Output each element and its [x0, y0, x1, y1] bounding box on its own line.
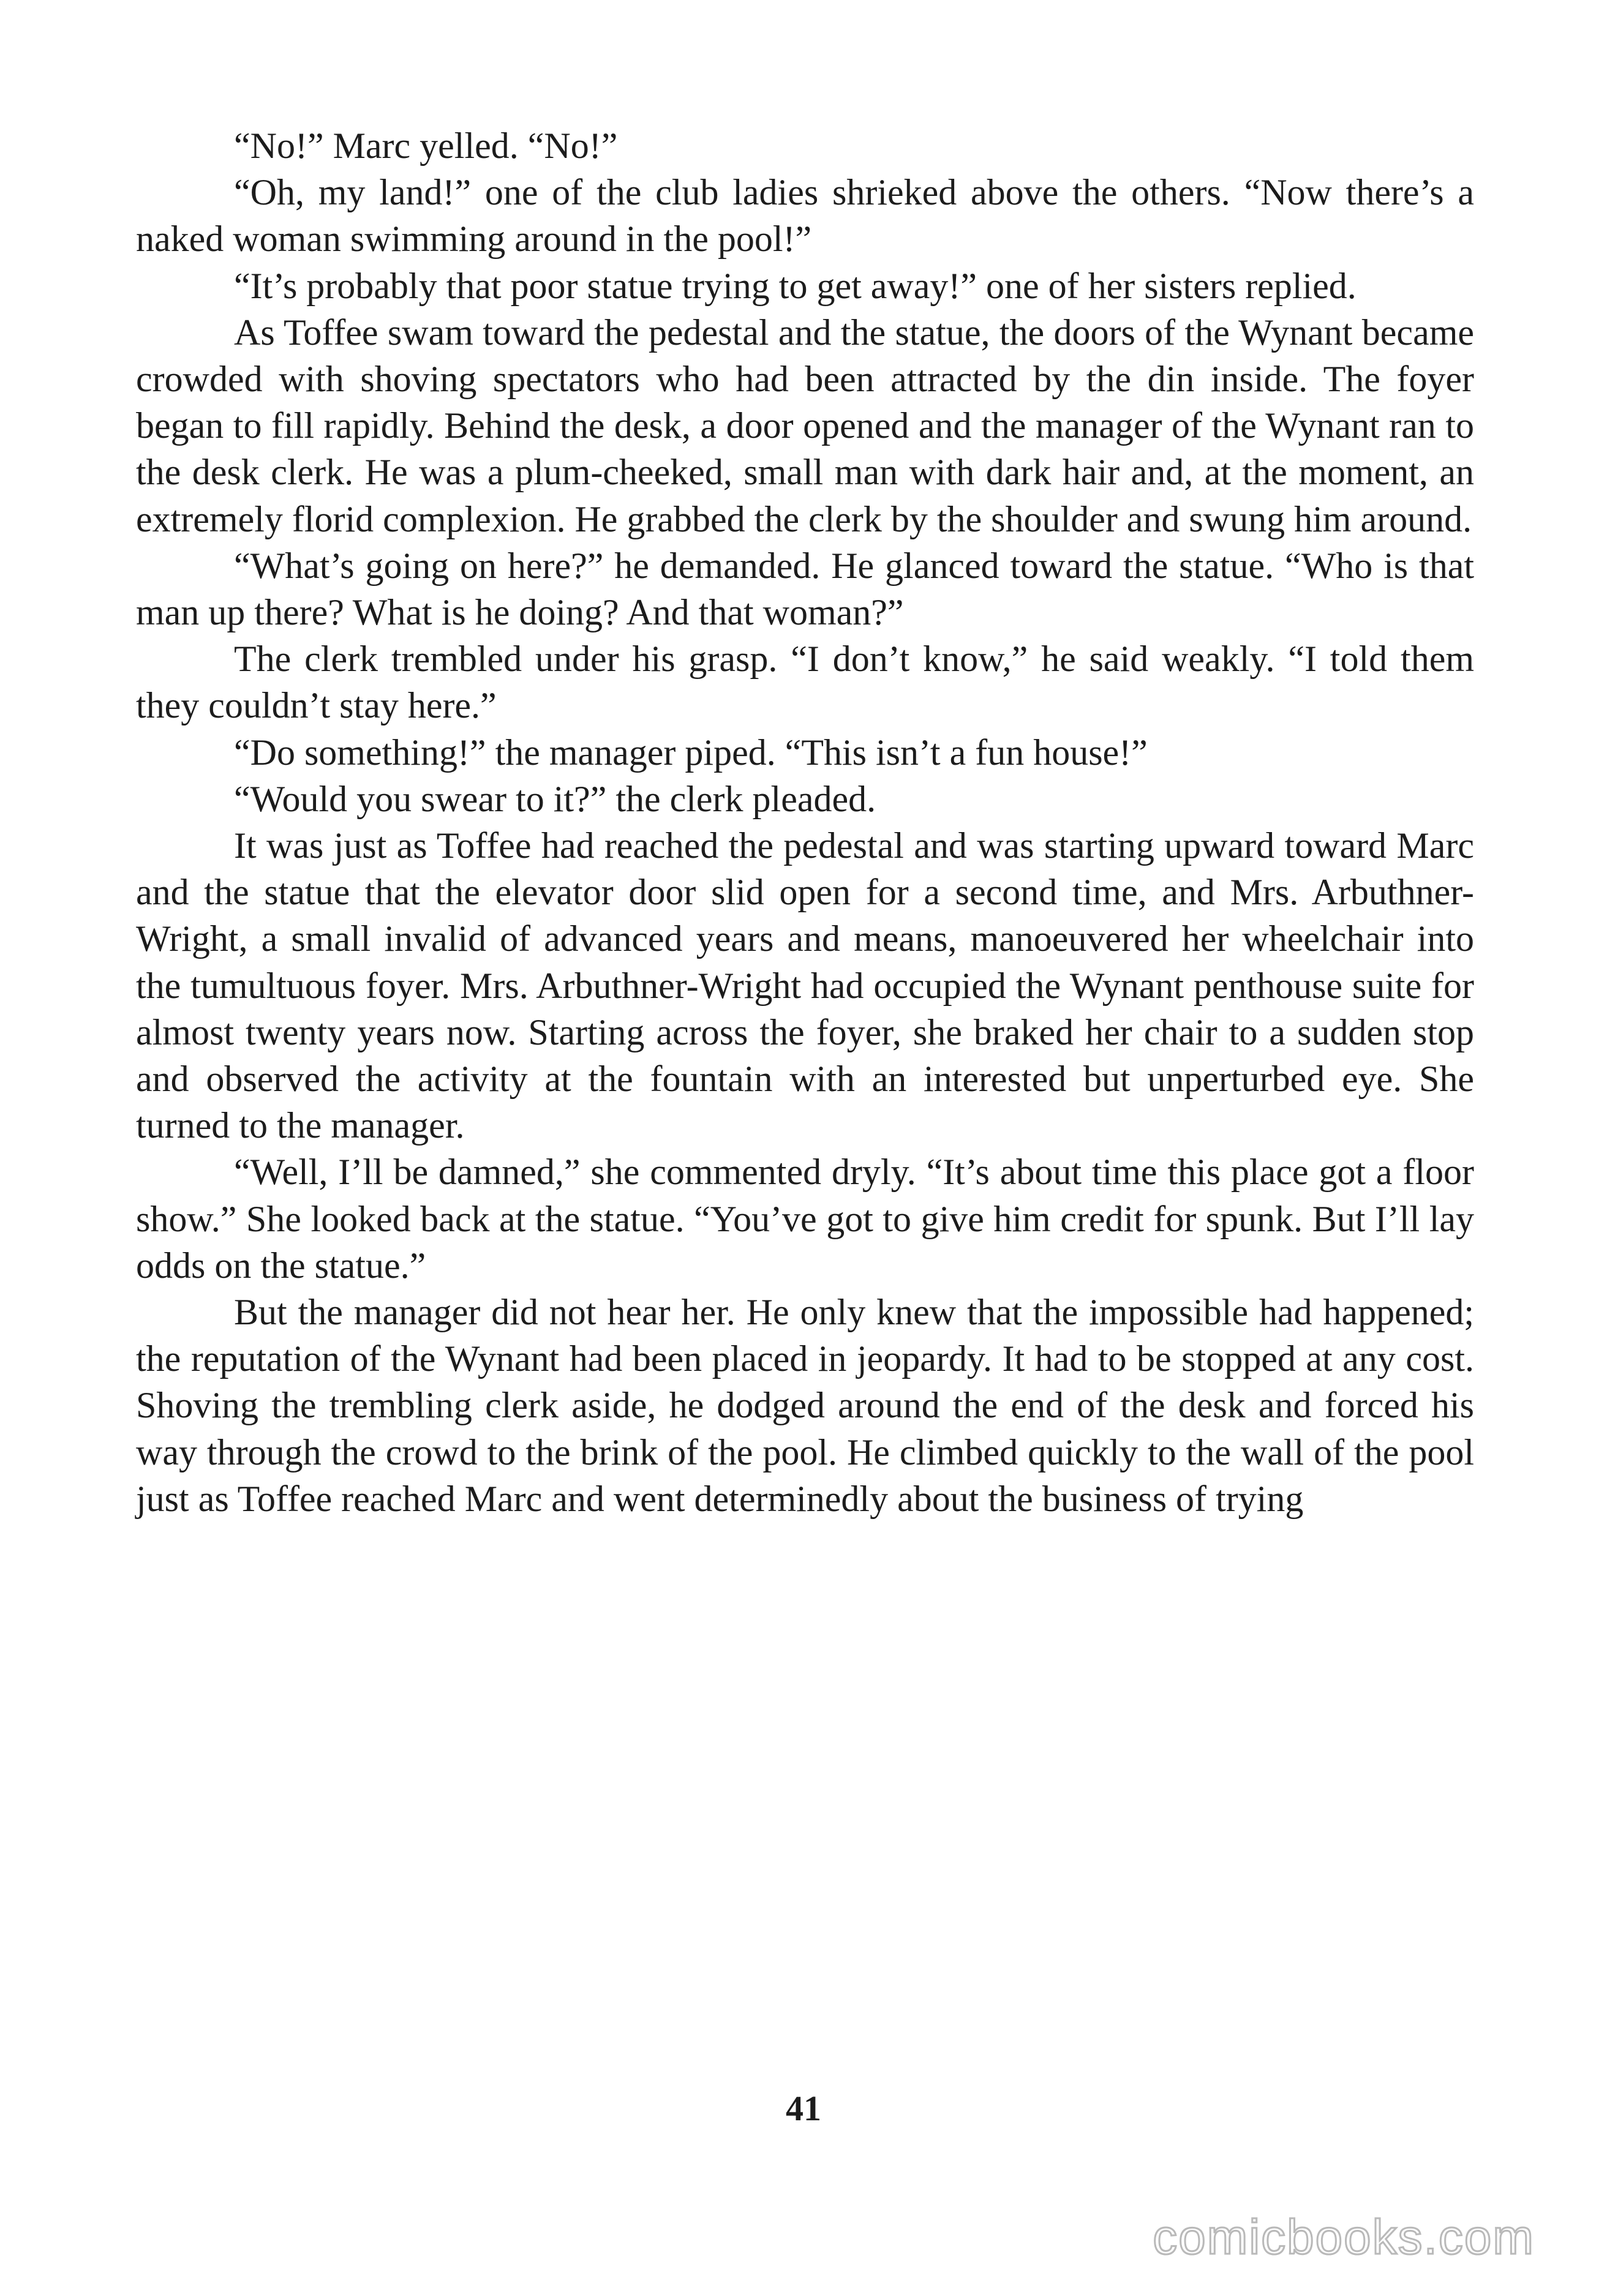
body-text — [136, 122, 1474, 1522]
page-number: 41 — [786, 2088, 821, 2128]
paragraph: “No!” Marc yelled. “No!” — [234, 126, 618, 166]
paragraph: “It’s probably that poor statue trying to get away!” one of her sisters replied. — [234, 265, 1357, 306]
paragraph: It was just as Toffee had reached the pedestal and was starting upward toward Marc and the statue that the elevator door slid open for a second time, and Mrs. Arbuthner-Wright, a small invalid of advanced years and means, manoeuvered her wheelchair into the tumultuous foyer. Mrs. Arbuthner-Wright had occupied the Wynant penthouse suite for almost twenty years now. Starting across the foyer, she braked her chair to a sudden stop and observed the activity at the fountain with an interested but unperturbed eye. She turned to the manager. — [136, 825, 1474, 1146]
paragraph: “Oh, my land!” one of the club ladies shrieked above the others. “Now there’s a naked woman swimming around in the pool!” — [136, 172, 1474, 260]
paragraph: As Toffee swam toward the pedestal and the statue, the doors of the Wynant became crowded with shoving spectators who had been attracted by the din inside. The foyer began to fill rapidly. Behind the desk, a door opened and the manager of the Wynant ran to the desk clerk. He was a plum-cheeked, small man with dark hair and, at the moment, an extremely florid complexion. He grabbed the clerk by the shoulder and swung him around. — [136, 312, 1474, 539]
paragraph: The clerk trembled under his grasp. “I don’t know,” he said weakly. “I told them they couldn’t stay here.” — [136, 639, 1474, 726]
paragraph: “Well, I’ll be damned,” she commented dryly. “It’s about time this place got a floor show.” She looked back at the statue. “You’ve got to give him credit for spunk. But I’ll lay odds on the statue.” — [136, 1152, 1474, 1286]
paragraph: But the manager did not hear her. He only knew that the impossible had happened; the reputation of the Wynant had been placed in jeopardy. It had to be stopped at any cost. Shoving the trembling clerk aside, he dodged around the end of the desk and forced his way through the crowd to the brink of the pool. He climbed quickly to the wall of the pool just as Toffee reached Marc and went determinedly about the business of trying — [136, 1292, 1474, 1519]
paragraph: “What’s going on here?” he demanded. He glanced toward the statue. “Who is that man up there? What is he doing? And that woman?” — [136, 545, 1474, 633]
watermark-logo: comicbooks.com — [1153, 2210, 1535, 2264]
paragraph: “Do something!” the manager piped. “This isn’t a fun house!” — [234, 732, 1148, 773]
paragraph: “Would you swear to it?” the clerk pleaded. — [234, 778, 876, 819]
